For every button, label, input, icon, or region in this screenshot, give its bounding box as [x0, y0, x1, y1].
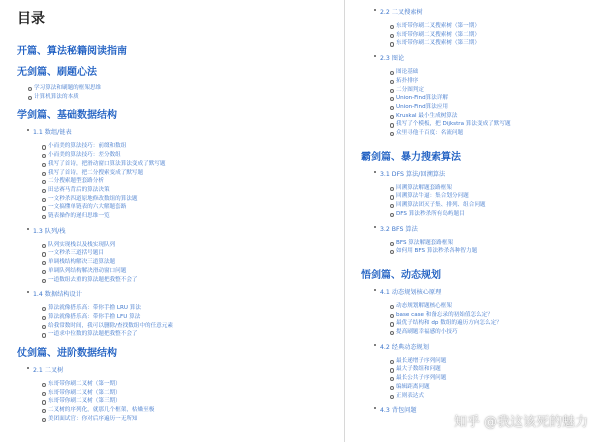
toc-item-list [48, 241, 345, 285]
chapter-heading[interactable]: 无剑篇、刷题心法 [17, 67, 97, 78]
toc-link[interactable]: 一文搞懂单链表的六大解题套路 [48, 203, 345, 212]
toc-link[interactable]: 美团面试官：你对后序遍历一无所知 [48, 415, 345, 424]
toc-link[interactable]: 东哥带你刷二叉树（第一期） [48, 380, 345, 389]
toc-link[interactable]: BFS 算法解题套路框架 [396, 239, 600, 248]
toc-item-list [48, 304, 345, 339]
toc-link[interactable]: 小而美的算法技巧：差分数组 [48, 151, 345, 160]
toc-link[interactable]: 东哥带你刷二叉树（第二期） [48, 389, 345, 398]
toc-link[interactable]: 最优子结构和 dp 数组的遍历方向怎么定？ [396, 319, 600, 328]
toc-link[interactable]: 给我常数时间，我可以删除/查找数组中的任意元素 [48, 322, 345, 331]
toc-right-column [345, 0, 600, 442]
toc-link[interactable]: 算法就像搭乐高：带你手撸 LFU 算法 [48, 313, 345, 322]
watermark: 知乎 @我这该死的魅力 [453, 415, 588, 430]
toc-link[interactable]: 我写了首诗，把滑动窗口算法算法变成了默写题 [48, 160, 345, 169]
toc-link[interactable]: 一文秒杀三道括号题目 [48, 249, 345, 258]
toc-link[interactable]: 提高刷题幸福感的小技巧 [396, 328, 600, 337]
toc-item-list [396, 68, 600, 138]
toc-item-list [34, 84, 345, 101]
chapter-heading[interactable]: 悟剑篇、动态规划 [361, 269, 441, 281]
toc-link[interactable]: 计算机算法的本质 [34, 93, 345, 102]
toc-link[interactable]: 队列实现栈以及栈实现队列 [48, 241, 345, 250]
toc-link[interactable]: 动态规划解题核心框架 [396, 302, 600, 311]
toc-link[interactable]: 二分搜索题型套路分析 [48, 177, 345, 186]
toc-item-list [396, 357, 600, 401]
toc-link[interactable]: 回溯算法团灭子集、排列、组合问题 [396, 201, 600, 210]
chapter-heading[interactable]: 学剑篇、基础数据结构 [17, 110, 117, 122]
chapter-heading[interactable]: 仗剑篇、进阶数据结构 [17, 348, 117, 360]
toc-link[interactable]: 回溯算法解题套路框架 [396, 184, 600, 193]
toc-link[interactable]: 图论基础 [396, 68, 600, 77]
toc-link[interactable]: 如何用 BFS 算法秒杀各种智力题 [396, 247, 600, 256]
toc-link[interactable]: 回溯算法牛逼：集合划分问题 [396, 192, 600, 201]
toc-link[interactable]: 最长递增子序列问题 [396, 357, 600, 366]
toc-item-list [48, 380, 345, 424]
toc-link[interactable]: 编辑距离问题 [396, 383, 600, 392]
section-heading[interactable]: 3.2 BFS 算法 [380, 224, 600, 233]
section-heading[interactable]: 3.1 DFS 算法/回溯算法 [380, 169, 600, 178]
toc-link[interactable]: 二分图判定 [396, 86, 600, 95]
toc-link[interactable]: Kruskal 最小生成树算法 [396, 112, 600, 121]
section-heading[interactable]: 1.1 数组/链表 [33, 127, 345, 136]
toc-item-list [396, 239, 600, 256]
chapter-heading[interactable]: 霸剑篇、暴力搜索算法 [361, 151, 461, 163]
toc-link[interactable]: 我写了首诗，把二分搜索变成了默写题 [48, 169, 345, 178]
toc-item-list [396, 184, 600, 219]
toc-link[interactable]: 正则表达式 [396, 392, 600, 401]
toc-link[interactable]: 田忌赛马背后的算法决策 [48, 186, 345, 195]
section-heading[interactable]: 2.3 图论 [380, 53, 600, 62]
toc-link[interactable]: 单调栈结构解决三道算法题 [48, 258, 345, 267]
toc-link[interactable]: 二叉树的序列化，就那几个框架，枯燥至极 [48, 406, 345, 415]
toc-link[interactable]: Union-Find算法应用 [396, 103, 600, 112]
section-heading[interactable]: 1.3 队列/栈 [33, 226, 345, 235]
toc-link[interactable]: Union-Find算法详解 [396, 94, 600, 103]
toc-link[interactable]: 最长公共子序列问题 [396, 374, 600, 383]
chapter-heading[interactable]: 开篇、算法秘籍阅读指南 [17, 46, 127, 57]
toc-link[interactable]: 最大子数组和问题 [396, 365, 600, 374]
toc-link[interactable]: base case 和备忘录的初始值怎么定？ [396, 311, 600, 320]
toc-link[interactable]: 小而美的算法技巧：前缀和数组 [48, 142, 345, 151]
toc-link[interactable]: 一道数组去重的算法题把我整不会了 [48, 276, 345, 285]
section-heading[interactable]: 2.2 二叉搜索树 [380, 7, 600, 16]
toc-link[interactable]: 一道求中位数的算法题把我整不会了 [48, 330, 345, 339]
toc-item-list [48, 142, 345, 220]
toc-link[interactable]: 东哥带你刷二叉树（第三期） [48, 397, 345, 406]
toc-link[interactable]: 众里寻他千百度：名流问题 [396, 129, 600, 138]
toc-link[interactable]: 链表操作的递归思维一览 [48, 212, 345, 221]
toc-title: 目录 [17, 11, 45, 27]
toc-link[interactable]: DFS 算法秒杀所有岛屿题目 [396, 210, 600, 219]
toc-item-list [396, 22, 600, 48]
section-heading[interactable]: 1.4 数据结构设计 [33, 289, 345, 298]
section-heading[interactable]: 4.1 动态规划核心原理 [380, 287, 600, 296]
toc-link[interactable]: 一文秒杀四道原地修改数组的算法题 [48, 195, 345, 204]
section-heading[interactable]: 4.3 背包问题 [380, 405, 600, 414]
toc-item-list [396, 302, 600, 337]
toc-link[interactable]: 东哥带你刷二叉搜索树（第一期） [396, 22, 600, 31]
toc-link[interactable]: 东哥带你刷二叉搜索树（第三期） [396, 39, 600, 48]
toc-link[interactable]: 学习算法和刷题的框架思维 [34, 84, 345, 93]
toc-link[interactable]: 单调队列结构解决滑动窗口问题 [48, 267, 345, 276]
section-heading[interactable]: 2.1 二叉树 [33, 365, 345, 374]
toc-link[interactable]: 我写了个模板，把 Dijkstra 算法变成了默写题 [396, 120, 600, 129]
section-heading[interactable]: 4.2 经典动态规划 [380, 342, 600, 351]
toc-link[interactable]: 东哥带你刷二叉搜索树（第二期） [396, 31, 600, 40]
toc-link[interactable]: 算法就像搭乐高：带你手撸 LRU 算法 [48, 304, 345, 313]
toc-link[interactable]: 拓扑排序 [396, 77, 600, 86]
